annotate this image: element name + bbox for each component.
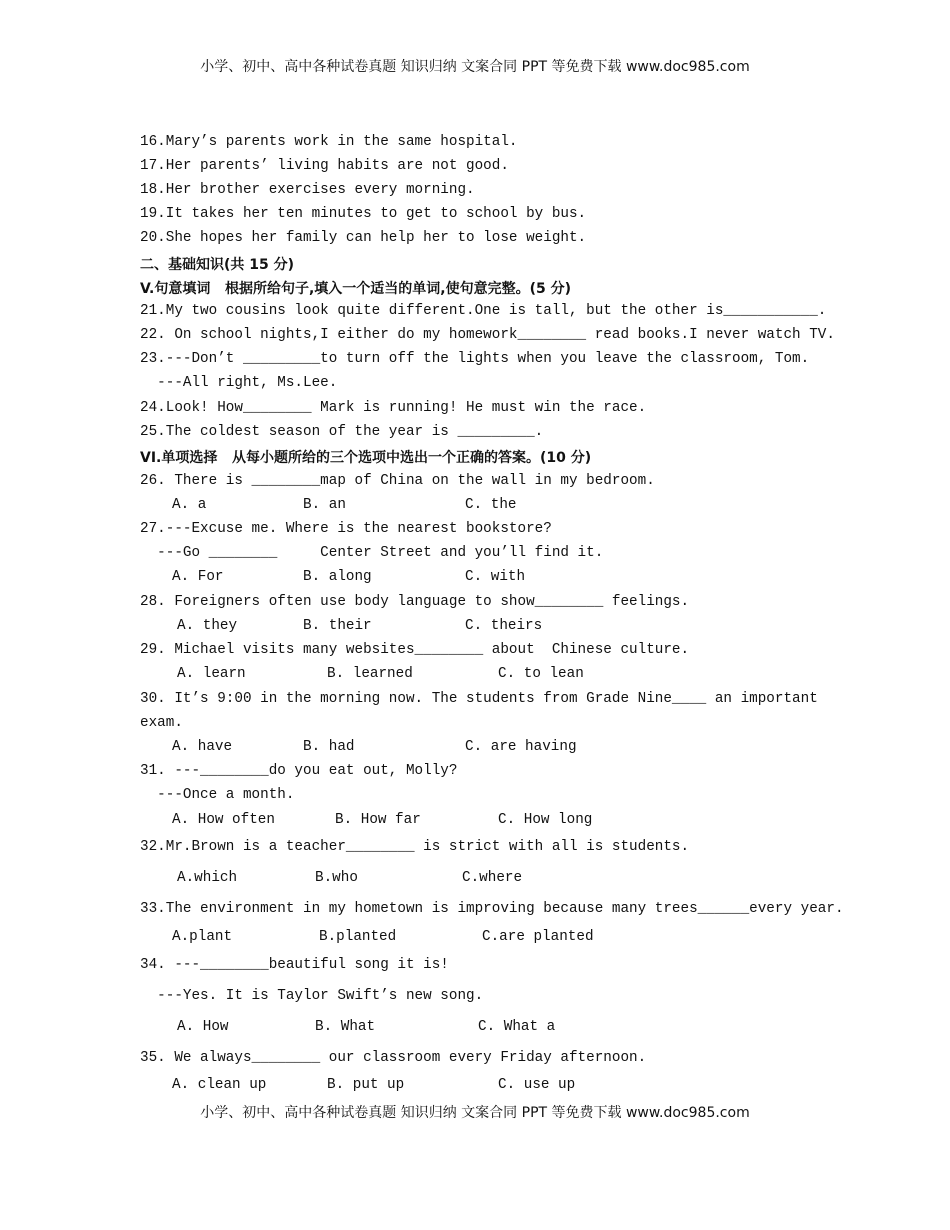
question-25: 25.The coldest season of the year is _________.: [140, 424, 544, 440]
q32-option-c: C.where: [462, 870, 523, 886]
question-23: 23.---Don’t _________to turn off the lights when you leave the classroom, Tom.: [140, 351, 810, 367]
q32-option-a: A.which: [177, 870, 238, 886]
q32-option-b: B.who: [315, 870, 358, 886]
question-26: 26. There is ________map of China on the wall in my bedroom.: [140, 473, 655, 489]
question-31: 31. ---________do you eat out, Molly?: [140, 763, 458, 779]
q30-option-a: A. have: [172, 739, 233, 755]
q28-option-a: A. they: [177, 618, 238, 634]
q27-option-b: B. along: [303, 569, 372, 585]
q28-option-b: B. their: [303, 618, 372, 634]
question-30: 30. It’s 9:00 in the morning now. The students from Grade Nine____ an important: [140, 691, 818, 707]
q33-option-c: C.are planted: [482, 929, 594, 945]
page-footer: 小学、初中、高中各种试卷真题 知识归纳 文案合同 PPT 等免费下载 www.doc985.com: [200, 1105, 750, 1121]
question-22: 22. On school nights,I either do my homework________ read books.I never watch TV.: [140, 327, 835, 343]
q28-option-c: C. theirs: [465, 618, 543, 634]
q30-option-c: C. are having: [465, 739, 577, 755]
part-6-title: VI.单项选择 从每小题所给的三个选项中选出一个正确的答案。(10 分): [140, 450, 592, 466]
q30-option-b: B. had: [303, 739, 355, 755]
question-27-reply: ---Go ________ Center Street and you’ll find it.: [140, 545, 604, 561]
q27-option-a: A. For: [172, 569, 224, 585]
q33-option-b: B.planted: [319, 929, 397, 945]
question-27: 27.---Excuse me. Where is the nearest bookstore?: [140, 521, 552, 537]
question-29: 29. Michael visits many websites________ about Chinese culture.: [140, 642, 690, 658]
q34-option-b: B. What: [315, 1019, 376, 1035]
q26-option-c: C. the: [465, 497, 517, 513]
statement-17: 17.Her parents’ living habits are not good.: [140, 158, 509, 174]
q33-option-a: A.plant: [172, 929, 233, 945]
statement-20: 20.She hopes her family can help her to lose weight.: [140, 230, 587, 246]
q29-option-c: C. to lean: [498, 666, 584, 682]
q35-option-b: B. put up: [327, 1077, 405, 1093]
question-28: 28. Foreigners often use body language to show________ feelings.: [140, 594, 690, 610]
part-5-title: V.句意填词 根据所给句子,填入一个适当的单词,使句意完整。(5 分): [140, 281, 572, 297]
q29-option-b: B. learned: [327, 666, 413, 682]
question-21: 21.My two cousins look quite different.One is tall, but the other is___________.: [140, 303, 827, 319]
q31-option-b: B. How far: [335, 812, 421, 828]
question-33: 33.The environment in my hometown is improving because many trees______every year.: [140, 901, 844, 917]
q31-option-c: C. How long: [498, 812, 593, 828]
question-23-reply: ---All right, Ms.Lee.: [140, 375, 338, 391]
q31-option-a: A. How often: [172, 812, 275, 828]
question-34: 34. ---________beautiful song it is!: [140, 957, 449, 973]
q34-option-a: A. How: [177, 1019, 229, 1035]
section-2-title: 二、基础知识(共 15 分): [140, 257, 295, 273]
question-30-cont: exam.: [140, 715, 183, 731]
question-34-reply: ---Yes. It is Taylor Swift’s new song.: [140, 988, 484, 1004]
statement-16: 16.Mary’s parents work in the same hospital.: [140, 134, 518, 150]
question-32: 32.Mr.Brown is a teacher________ is strict with all is students.: [140, 839, 690, 855]
question-24: 24.Look! How________ Mark is running! He must win the race.: [140, 400, 647, 416]
q29-option-a: A. learn: [177, 666, 246, 682]
q26-option-a: A. a: [172, 497, 207, 513]
q26-option-b: B. an: [303, 497, 346, 513]
q27-option-c: C. with: [465, 569, 526, 585]
question-31-reply: ---Once a month.: [140, 787, 295, 803]
q35-option-c: C. use up: [498, 1077, 576, 1093]
question-35: 35. We always________ our classroom every Friday afternoon.: [140, 1050, 647, 1066]
page-header: 小学、初中、高中各种试卷真题 知识归纳 文案合同 PPT 等免费下载 www.doc985.com: [200, 59, 750, 75]
q34-option-c: C. What a: [478, 1019, 556, 1035]
statement-18: 18.Her brother exercises every morning.: [140, 182, 475, 198]
q35-option-a: A. clean up: [172, 1077, 267, 1093]
statement-19: 19.It takes her ten minutes to get to school by bus.: [140, 206, 587, 222]
